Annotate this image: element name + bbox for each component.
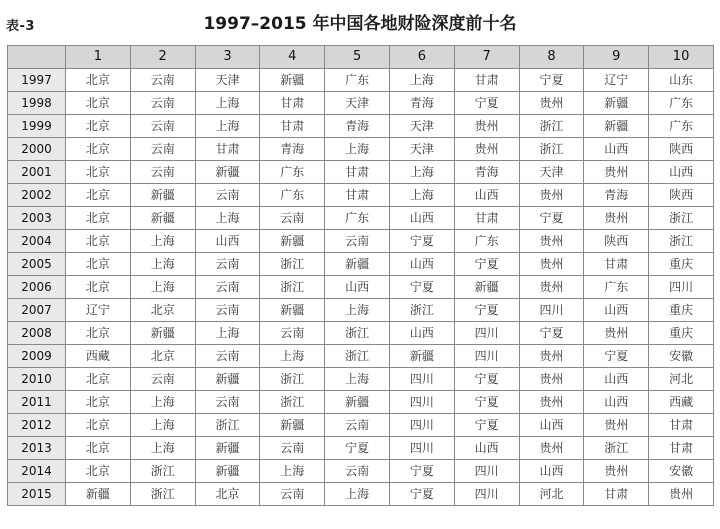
table-row [8, 115, 714, 138]
province-cell: 甘肃 [454, 207, 519, 230]
province-cell: 浙江 [649, 230, 714, 253]
rank-header-5: 5 [325, 46, 390, 69]
province-cell: 北京 [130, 345, 195, 368]
province-cell: 广东 [325, 69, 390, 92]
province-cell: 贵州 [584, 460, 649, 483]
rank-header-2: 2 [130, 46, 195, 69]
province-cell: 山西 [584, 391, 649, 414]
table-row [8, 391, 714, 414]
province-cell: 天津 [389, 138, 454, 161]
corner-cell [8, 46, 66, 69]
province-cell: 天津 [195, 69, 260, 92]
province-cell: 上海 [389, 184, 454, 207]
province-cell: 贵州 [519, 253, 584, 276]
province-cell: 北京 [66, 322, 131, 345]
table-row [8, 460, 714, 483]
province-cell: 山西 [389, 207, 454, 230]
province-cell: 山东 [649, 69, 714, 92]
province-cell: 云南 [325, 460, 390, 483]
ranking-table [7, 45, 714, 506]
province-cell: 上海 [130, 414, 195, 437]
province-cell: 山西 [584, 368, 649, 391]
province-cell: 新疆 [195, 161, 260, 184]
table-row [8, 437, 714, 460]
province-cell: 北京 [66, 391, 131, 414]
province-cell: 北京 [66, 92, 131, 115]
province-cell: 北京 [66, 368, 131, 391]
province-cell: 北京 [66, 115, 131, 138]
province-cell: 云南 [195, 345, 260, 368]
province-cell: 广东 [649, 92, 714, 115]
year-cell: 1998 [8, 92, 66, 115]
province-cell: 甘肃 [649, 437, 714, 460]
province-cell: 甘肃 [260, 92, 325, 115]
province-cell: 上海 [130, 276, 195, 299]
province-cell: 云南 [130, 368, 195, 391]
province-cell: 山西 [454, 184, 519, 207]
province-cell: 广东 [260, 161, 325, 184]
province-cell: 云南 [130, 161, 195, 184]
province-cell: 浙江 [519, 138, 584, 161]
province-cell: 四川 [454, 460, 519, 483]
year-cell: 2007 [8, 299, 66, 322]
province-cell: 四川 [649, 276, 714, 299]
province-cell: 浙江 [260, 276, 325, 299]
year-cell: 2003 [8, 207, 66, 230]
province-cell: 贵州 [454, 115, 519, 138]
province-cell: 浙江 [260, 368, 325, 391]
year-cell: 2004 [8, 230, 66, 253]
province-cell: 四川 [454, 322, 519, 345]
year-cell: 2012 [8, 414, 66, 437]
province-cell: 陕西 [649, 184, 714, 207]
table-row [8, 276, 714, 299]
province-cell: 山西 [519, 414, 584, 437]
table-row [8, 184, 714, 207]
province-cell: 青海 [260, 138, 325, 161]
province-cell: 浙江 [649, 207, 714, 230]
province-cell: 云南 [130, 115, 195, 138]
table-label: 表-3 [6, 19, 35, 34]
table-title: 1997–2015 年中国各地财险深度前十名 [203, 14, 517, 34]
table-head [8, 46, 714, 69]
province-cell: 山西 [454, 437, 519, 460]
province-cell: 北京 [195, 483, 260, 506]
province-cell: 贵州 [519, 92, 584, 115]
province-cell: 上海 [389, 161, 454, 184]
province-cell: 甘肃 [454, 69, 519, 92]
province-cell: 北京 [66, 437, 131, 460]
province-cell: 四川 [389, 368, 454, 391]
province-cell: 陕西 [584, 230, 649, 253]
province-cell: 云南 [325, 414, 390, 437]
province-cell: 宁夏 [389, 483, 454, 506]
province-cell: 广东 [584, 276, 649, 299]
province-cell: 上海 [130, 437, 195, 460]
province-cell: 北京 [66, 207, 131, 230]
province-cell: 天津 [389, 115, 454, 138]
header-row [8, 46, 714, 69]
province-cell: 新疆 [195, 437, 260, 460]
province-cell: 新疆 [260, 299, 325, 322]
table-row [8, 207, 714, 230]
province-cell: 山西 [649, 161, 714, 184]
province-cell: 四川 [519, 299, 584, 322]
rank-header-8: 8 [519, 46, 584, 69]
province-cell: 云南 [195, 276, 260, 299]
province-cell: 安徽 [649, 460, 714, 483]
province-cell: 西藏 [66, 345, 131, 368]
rank-header-9: 9 [584, 46, 649, 69]
table-row [8, 299, 714, 322]
province-cell: 山西 [584, 299, 649, 322]
province-cell: 贵州 [584, 322, 649, 345]
province-cell: 甘肃 [325, 161, 390, 184]
province-cell: 上海 [325, 138, 390, 161]
table-row [8, 230, 714, 253]
province-cell: 甘肃 [195, 138, 260, 161]
province-cell: 贵州 [649, 483, 714, 506]
province-cell: 西藏 [649, 391, 714, 414]
year-cell: 2008 [8, 322, 66, 345]
province-cell: 山西 [584, 138, 649, 161]
year-cell: 2011 [8, 391, 66, 414]
province-cell: 山西 [325, 276, 390, 299]
province-cell: 甘肃 [584, 483, 649, 506]
year-cell: 2006 [8, 276, 66, 299]
province-cell: 贵州 [519, 345, 584, 368]
year-cell: 2000 [8, 138, 66, 161]
province-cell: 上海 [260, 460, 325, 483]
province-cell: 山西 [519, 460, 584, 483]
table-row [8, 414, 714, 437]
province-cell: 北京 [66, 184, 131, 207]
province-cell: 甘肃 [325, 184, 390, 207]
province-cell: 浙江 [325, 322, 390, 345]
province-cell: 北京 [66, 69, 131, 92]
province-cell: 山西 [389, 322, 454, 345]
province-cell: 北京 [66, 414, 131, 437]
province-cell: 上海 [325, 299, 390, 322]
province-cell: 浙江 [260, 391, 325, 414]
province-cell: 浙江 [130, 460, 195, 483]
province-cell: 北京 [66, 161, 131, 184]
year-cell: 2010 [8, 368, 66, 391]
table-row [8, 161, 714, 184]
province-cell: 贵州 [584, 161, 649, 184]
province-cell: 贵州 [519, 230, 584, 253]
province-cell: 云南 [195, 253, 260, 276]
province-cell: 上海 [195, 115, 260, 138]
year-cell: 2001 [8, 161, 66, 184]
province-cell: 新疆 [130, 322, 195, 345]
province-cell: 北京 [130, 299, 195, 322]
province-cell: 新疆 [260, 230, 325, 253]
province-cell: 新疆 [584, 92, 649, 115]
province-cell: 贵州 [519, 184, 584, 207]
province-cell: 青海 [454, 161, 519, 184]
province-cell: 浙江 [325, 345, 390, 368]
province-cell: 新疆 [130, 184, 195, 207]
province-cell: 四川 [389, 414, 454, 437]
province-cell: 辽宁 [66, 299, 131, 322]
province-cell: 新疆 [260, 69, 325, 92]
province-cell: 北京 [66, 460, 131, 483]
province-cell: 甘肃 [649, 414, 714, 437]
province-cell: 浙江 [389, 299, 454, 322]
province-cell: 宁夏 [519, 69, 584, 92]
province-cell: 北京 [66, 230, 131, 253]
table-header [0, 0, 720, 42]
province-cell: 浙江 [584, 437, 649, 460]
province-cell: 宁夏 [454, 92, 519, 115]
province-cell: 青海 [389, 92, 454, 115]
province-cell: 贵州 [519, 276, 584, 299]
table-row [8, 322, 714, 345]
province-cell: 新疆 [66, 483, 131, 506]
province-cell: 甘肃 [584, 253, 649, 276]
province-cell: 云南 [195, 391, 260, 414]
year-cell: 2015 [8, 483, 66, 506]
province-cell: 新疆 [195, 368, 260, 391]
year-cell: 2002 [8, 184, 66, 207]
province-cell: 云南 [130, 92, 195, 115]
province-cell: 宁夏 [325, 437, 390, 460]
province-cell: 宁夏 [389, 230, 454, 253]
province-cell: 上海 [195, 92, 260, 115]
province-cell: 上海 [325, 483, 390, 506]
province-cell: 重庆 [649, 299, 714, 322]
rank-header-10: 10 [649, 46, 714, 69]
province-cell: 云南 [260, 483, 325, 506]
rank-header-6: 6 [389, 46, 454, 69]
province-cell: 宁夏 [519, 207, 584, 230]
province-cell: 重庆 [649, 253, 714, 276]
rank-header-7: 7 [454, 46, 519, 69]
province-cell: 广东 [325, 207, 390, 230]
province-cell: 云南 [260, 322, 325, 345]
province-cell: 辽宁 [584, 69, 649, 92]
rank-header-4: 4 [260, 46, 325, 69]
province-cell: 四川 [389, 437, 454, 460]
province-cell: 新疆 [454, 276, 519, 299]
rank-header-3: 3 [195, 46, 260, 69]
table-row [8, 483, 714, 506]
province-cell: 宁夏 [454, 299, 519, 322]
province-cell: 上海 [195, 207, 260, 230]
province-cell: 贵州 [454, 138, 519, 161]
province-cell: 贵州 [519, 437, 584, 460]
province-cell: 云南 [130, 69, 195, 92]
year-cell: 1999 [8, 115, 66, 138]
table-row [8, 138, 714, 161]
province-cell: 浙江 [195, 414, 260, 437]
province-cell: 云南 [130, 138, 195, 161]
province-cell: 新疆 [325, 253, 390, 276]
year-cell: 2014 [8, 460, 66, 483]
province-cell: 新疆 [389, 345, 454, 368]
province-cell: 贵州 [519, 368, 584, 391]
province-cell: 山西 [389, 253, 454, 276]
province-cell: 宁夏 [454, 253, 519, 276]
province-cell: 上海 [195, 322, 260, 345]
table-row [8, 368, 714, 391]
table-row [8, 253, 714, 276]
province-cell: 天津 [325, 92, 390, 115]
province-cell: 广东 [454, 230, 519, 253]
province-cell: 安徽 [649, 345, 714, 368]
province-cell: 天津 [519, 161, 584, 184]
province-cell: 云南 [195, 299, 260, 322]
province-cell: 新疆 [260, 414, 325, 437]
table-row [8, 345, 714, 368]
province-cell: 贵州 [519, 391, 584, 414]
province-cell: 宁夏 [389, 460, 454, 483]
table-body [8, 69, 714, 506]
province-cell: 浙江 [519, 115, 584, 138]
province-cell: 四川 [389, 391, 454, 414]
province-cell: 河北 [649, 368, 714, 391]
province-cell: 河北 [519, 483, 584, 506]
province-cell: 云南 [260, 207, 325, 230]
province-cell: 上海 [130, 230, 195, 253]
province-cell: 重庆 [649, 322, 714, 345]
province-cell: 上海 [130, 253, 195, 276]
province-cell: 甘肃 [260, 115, 325, 138]
province-cell: 四川 [454, 483, 519, 506]
province-cell: 上海 [130, 391, 195, 414]
province-cell: 新疆 [130, 207, 195, 230]
province-cell: 宁夏 [519, 322, 584, 345]
province-cell: 北京 [66, 138, 131, 161]
province-cell: 云南 [260, 437, 325, 460]
year-cell: 1997 [8, 69, 66, 92]
province-cell: 云南 [195, 184, 260, 207]
province-cell: 上海 [389, 69, 454, 92]
table-row [8, 92, 714, 115]
year-cell: 2013 [8, 437, 66, 460]
province-cell: 四川 [454, 345, 519, 368]
province-cell: 新疆 [195, 460, 260, 483]
province-cell: 宁夏 [454, 391, 519, 414]
province-cell: 山西 [195, 230, 260, 253]
province-cell: 青海 [325, 115, 390, 138]
province-cell: 宁夏 [584, 345, 649, 368]
rank-header-1: 1 [66, 46, 131, 69]
year-cell: 2009 [8, 345, 66, 368]
province-cell: 北京 [66, 253, 131, 276]
province-cell: 青海 [584, 184, 649, 207]
province-cell: 宁夏 [389, 276, 454, 299]
province-cell: 上海 [325, 368, 390, 391]
province-cell: 新疆 [325, 391, 390, 414]
province-cell: 贵州 [584, 207, 649, 230]
province-cell: 宁夏 [454, 414, 519, 437]
province-cell: 云南 [325, 230, 390, 253]
province-cell: 陕西 [649, 138, 714, 161]
province-cell: 上海 [260, 345, 325, 368]
province-cell: 新疆 [584, 115, 649, 138]
province-cell: 浙江 [260, 253, 325, 276]
table-row [8, 69, 714, 92]
province-cell: 北京 [66, 276, 131, 299]
province-cell: 贵州 [584, 414, 649, 437]
province-cell: 浙江 [130, 483, 195, 506]
year-cell: 2005 [8, 253, 66, 276]
province-cell: 广东 [260, 184, 325, 207]
province-cell: 宁夏 [454, 368, 519, 391]
province-cell: 广东 [649, 115, 714, 138]
